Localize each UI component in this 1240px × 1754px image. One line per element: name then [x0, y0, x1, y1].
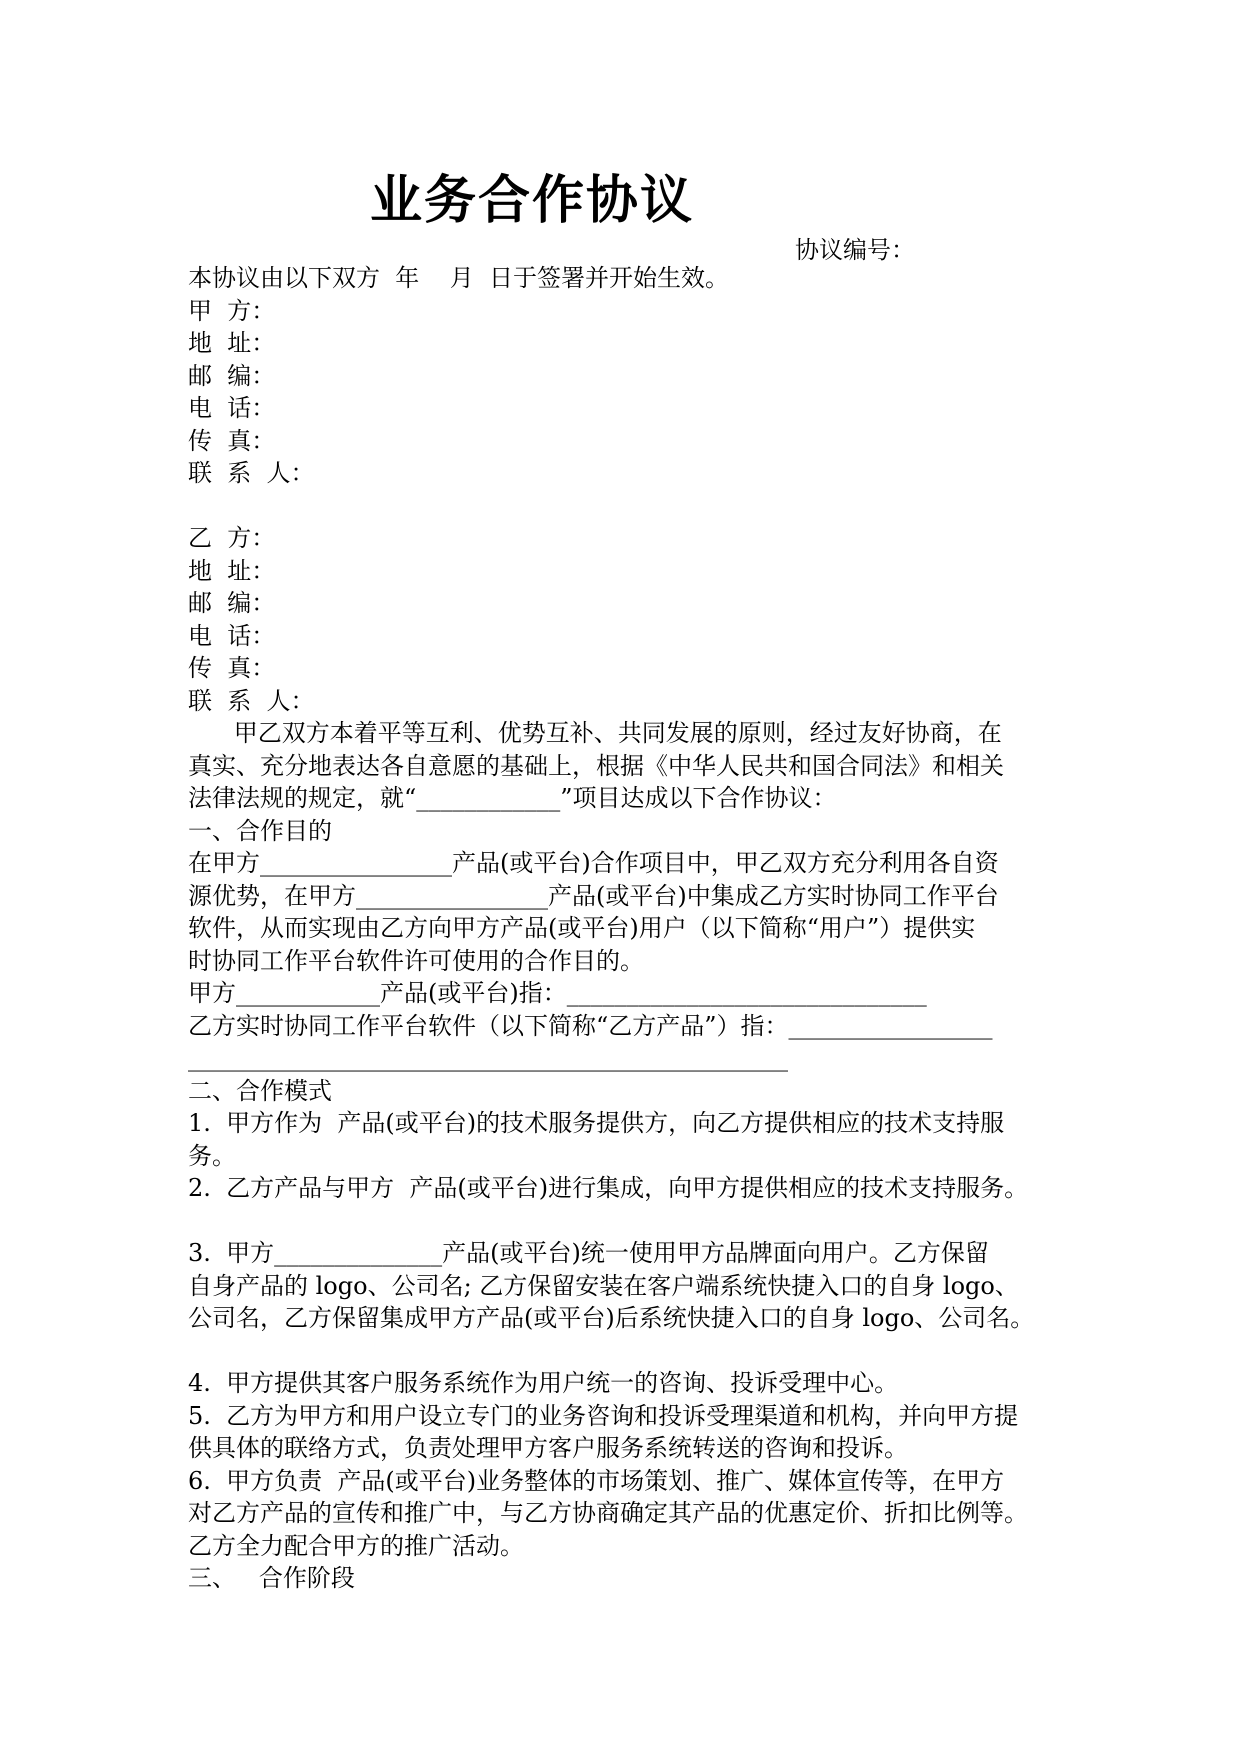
- text-line: __________________________________________________: [188, 1044, 788, 1072]
- text-line: 传 真：: [188, 654, 276, 682]
- text-line: 传 真：: [188, 426, 276, 455]
- text-line: 三、 合作阶段: [188, 1564, 355, 1592]
- document-title: 业务合作协议: [370, 170, 695, 231]
- text-line: 法律法规的规定，就“____________”项目达成以下合作协议：: [188, 784, 837, 812]
- text-line: 自身产品的 logo、公司名; 乙方保留安装在客户端系统快捷入口的自身 logo、: [188, 1271, 1019, 1300]
- blank-line: [188, 1335, 1068, 1368]
- text-line: 5. 乙方为甲方和用户设立专门的业务咨询和投诉受理渠道和机构，并向甲方提: [188, 1401, 1019, 1430]
- text-line: 电 话：: [188, 394, 276, 422]
- text-line: 邮 编：: [188, 361, 276, 390]
- text-line: 邮 编：: [188, 589, 276, 617]
- agreement-number-label: 协议编号：: [795, 236, 915, 264]
- text-line: 甲 方：: [188, 296, 276, 325]
- text-line: 对乙方产品的宣传和推广中，与乙方协商确定其产品的优惠定价、折扣比例等。: [188, 1499, 1028, 1527]
- text-line: 6. 甲方负责 产品(或平台)业务整体的市场策划、推广、媒体宣传等，在甲方: [188, 1466, 1005, 1495]
- text-line: 1. 甲方作为 产品(或平台)的技术服务提供方，向乙方提供相应的技术支持服: [188, 1109, 1005, 1137]
- text-line: 时协同工作平台软件许可使用的合作目的。: [188, 946, 644, 975]
- text-line: 电 话：: [188, 621, 276, 650]
- text-line: 务。: [188, 1141, 236, 1170]
- text-line: 3. 甲方______________产品(或平台)统一使用甲方品牌面向用户。乙方保留: [188, 1239, 989, 1267]
- text-line: 本协议由以下双方 年 月 日于签署并开始生效。: [188, 264, 730, 292]
- text-line: 一、合作目的: [188, 816, 332, 845]
- text-line: 2. 乙方产品与甲方 产品(或平台)进行集成，向甲方提供相应的技术支持服务。: [188, 1174, 1029, 1202]
- text-line: 地 址：: [188, 556, 276, 585]
- text-line: 公司名，乙方保留集成甲方产品(或平台)后系统快捷入口的自身 logo、公司名。: [188, 1304, 1035, 1332]
- blank-line: [188, 1205, 1068, 1238]
- text-line: 乙方实时协同工作平台软件（以下简称“乙方产品”）指：_________________: [188, 1011, 993, 1040]
- text-line: 甲方____________产品(或平台)指：______________________________: [188, 979, 927, 1007]
- text-line: 二、合作模式: [188, 1076, 332, 1105]
- text-line: 乙 方：: [188, 524, 276, 552]
- text-line: 供具体的联络方式，负责处理甲方客户服务系统转送的咨询和投诉。: [188, 1434, 908, 1462]
- text-line: 甲乙双方本着平等互利、优势互补、共同发展的原则，经过友好协商，在: [188, 719, 1002, 747]
- text-line: 真实、充分地表达各自意愿的基础上，根据《中华人民共和国合同法》和相关: [188, 751, 1004, 780]
- blank-line: [188, 490, 1068, 523]
- text-line: 地 址：: [188, 329, 276, 357]
- text-line: 联 系 人：: [188, 686, 315, 715]
- text-line: 4. 甲方提供其客户服务系统作为用户统一的咨询、投诉受理中心。: [188, 1369, 899, 1397]
- text-line: 在甲方________________产品(或平台)合作项目中，甲乙双方充分利用各自资: [188, 849, 999, 877]
- text-line: 软件，从而实现由乙方向甲方产品(或平台)用户（以下简称“用户”）提供实: [188, 914, 976, 942]
- document-body: [188, 262, 1068, 1595]
- text-line: 源优势，在甲方________________产品(或平台)中集成乙方实时协同工作平台: [188, 881, 999, 910]
- text-line: 联 系 人：: [188, 459, 315, 487]
- text-line: 乙方全力配合甲方的推广活动。: [188, 1531, 524, 1560]
